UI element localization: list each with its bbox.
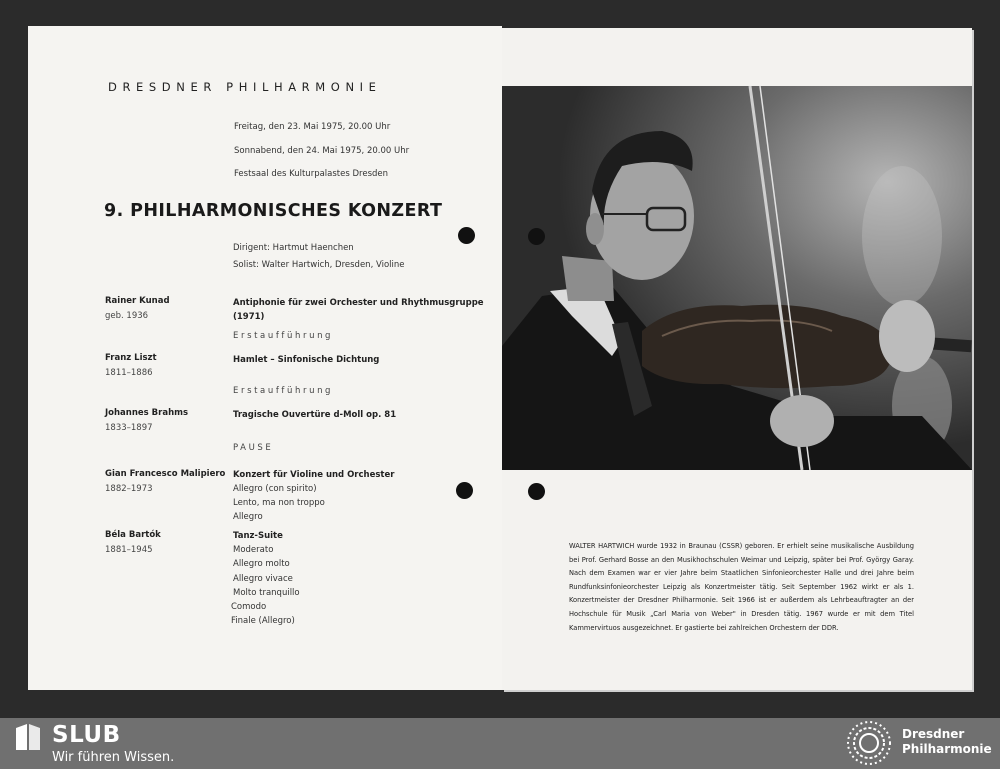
soloist-line: Solist: Walter Hartwich, Dresden, Violine: [233, 260, 405, 270]
work-title: Tanz-Suite: [233, 531, 283, 541]
composer-name: Johannes Brahms: [105, 408, 189, 418]
composer-years: 1811–1886: [105, 368, 153, 378]
composer-years: 1833–1897: [105, 423, 153, 433]
punch-hole: [528, 228, 545, 245]
punch-hole: [456, 482, 473, 499]
partner-name-line-1: Dresdner: [902, 727, 965, 741]
punch-hole: [528, 483, 545, 500]
footer-bar: [0, 718, 1000, 769]
composer-name: Rainer Kunad: [105, 296, 170, 306]
orchestra-heading: DRESDNER PHILHARMONIE: [108, 80, 382, 94]
movement: Molto tranquillo: [233, 588, 300, 598]
library-name: SLUB: [52, 722, 121, 748]
soloist-biography: WALTER HARTWICH wurde 1932 in Braunau (CSSR) geboren. Er erhielt seine musikalische Ausbildung bei Prof. Gerhard Bosse an den Musikhochschulen Weimar und Leipzig, später bei Prof. György Garay. Nach dem Examen war er vier Jahre beim Staatlichen Sinfonieorchester Halle und drei Jahre beim Rundfunksinfonieorchester Leipzig als Konzertmeister tätig. Seit September 1962 wirkt er als 1. Konzertmeister der Dresdner Philharmonie. Seit 1966 ist er außerdem als Lehrbeauftragter an der Hochschule für Musik „Carl Maria von Weber" in Dresden tätig. 1967 wurde er mit dem Titel Kammervirtuos ausgezeichnet. Er gastierte bei zahlreichen Orchestern der DDR.: [569, 542, 914, 632]
book-icon: [14, 722, 42, 752]
philharmonie-logo-icon: [842, 720, 896, 766]
program-page-right: [502, 28, 972, 690]
movement: Lento, ma non troppo: [233, 498, 325, 508]
composer-years: 1882–1973: [105, 484, 153, 494]
partner-name: [902, 727, 992, 757]
partner-name-line-2: Philharmonie: [902, 742, 992, 756]
movement: Moderato: [233, 545, 274, 555]
composer-name: Béla Bartók: [105, 530, 161, 540]
violinist-illustration: [502, 86, 972, 470]
library-tagline: Wir führen Wissen.: [52, 750, 175, 765]
premiere-note: Erstaufführung: [233, 386, 334, 396]
concert-title: 9. PHILHARMONISCHES KONZERT: [104, 201, 443, 221]
conductor-line: Dirigent: Hartmut Haenchen: [233, 243, 354, 253]
work-title: Tragische Ouvertüre d-Moll op. 81: [233, 410, 397, 420]
work-title: Konzert für Violine und Orchester: [233, 470, 395, 480]
premiere-note: Erstaufführung: [233, 331, 334, 341]
composer-name: Franz Liszt: [105, 353, 157, 363]
movement: Allegro: [233, 512, 263, 522]
movement: Comodo: [231, 602, 267, 612]
punch-hole: [458, 227, 475, 244]
concert-venue: Festsaal des Kulturpalastes Dresden: [234, 169, 389, 179]
concert-date-1: Freitag, den 23. Mai 1975, 20.00 Uhr: [234, 122, 391, 132]
movement: Allegro (con spirito): [233, 484, 317, 494]
movement: Finale (Allegro): [231, 616, 295, 626]
intermission-label: PAUSE: [233, 443, 274, 453]
movement: Allegro molto: [233, 559, 290, 569]
concert-date-2: Sonnabend, den 24. Mai 1975, 20.00 Uhr: [234, 146, 410, 156]
composer-years: geb. 1936: [105, 311, 149, 321]
work-detail: (1971): [233, 312, 265, 322]
program-page-left: [28, 26, 502, 690]
work-title: Antiphonie für zwei Orchester und Rhythmusgruppe: [233, 298, 484, 308]
composer-years: 1881–1945: [105, 545, 153, 555]
work-title: Hamlet – Sinfonische Dichtung: [233, 355, 380, 365]
movement: Allegro vivace: [233, 574, 293, 584]
soloist-photo: [502, 86, 972, 470]
composer-name: Gian Francesco Malipiero: [105, 469, 226, 479]
